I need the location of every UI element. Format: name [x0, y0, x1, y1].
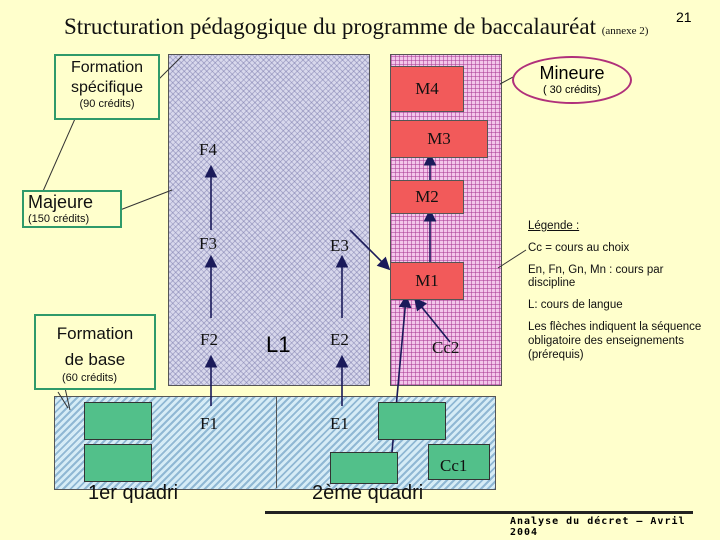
legend-title: Légende : [528, 220, 580, 232]
course-m3: M3 [390, 120, 488, 158]
callout-line-specifique-2 [40, 112, 78, 198]
course-cc2: Cc2 [432, 338, 460, 357]
label-first-quadri: 1er quadri [88, 482, 179, 504]
callout-line-legende [498, 250, 526, 268]
course-m1: M1 [390, 262, 464, 300]
callout-majeure [22, 190, 122, 228]
course-l1: L1 [266, 332, 291, 357]
legend-item-discipline: En, Fn, Gn, Mn : cours par discipline [528, 263, 664, 290]
course-e3: E3 [330, 236, 349, 255]
course-box-2 [84, 444, 152, 482]
legend-item-langue: L: cours de langue [528, 299, 623, 312]
callout-mineure-credits: ( 30 crédits) [542, 84, 602, 96]
callout-base-credits: (60 crédits) [62, 372, 118, 384]
label-second-quadri: 2ème quadri [312, 482, 424, 504]
arrow-e3-m1 [350, 230, 388, 268]
course-e1: E1 [330, 414, 349, 433]
course-m2: M2 [390, 180, 464, 214]
course-f2: F2 [200, 330, 218, 349]
page-title: Structuration pédagogique du programme de baccalauréat (annexe 2) [64, 14, 649, 39]
callout-specifique-line1: Formation [70, 59, 144, 76]
course-box-cc1-left [330, 452, 398, 484]
course-box-e-right [378, 402, 446, 440]
callout-mineure-name: Mineure [539, 63, 605, 83]
callout-line-majeure [120, 190, 172, 210]
callout-specifique-credits: (90 crédits) [79, 98, 135, 110]
callout-formation-base [34, 314, 156, 390]
course-box-1 [84, 402, 152, 440]
legend [528, 220, 710, 370]
callout-line-specifique-1 [158, 56, 182, 80]
course-e2: E2 [330, 330, 349, 349]
legend-item-fleches: Les flèches indiquent la séquence obligatoire des enseignements (prérequis) [528, 320, 702, 361]
course-f3: F3 [199, 234, 217, 253]
footer-text: Analyse du décret – Avril 2004 [510, 516, 686, 538]
page-number: 21 [676, 9, 692, 25]
course-m4: M4 [390, 66, 464, 112]
callout-mineure [512, 56, 632, 104]
course-cc1: Cc1 [440, 456, 468, 475]
callout-specifique-line2: spécifique [70, 79, 144, 96]
footer-rule [265, 511, 693, 514]
course-f1: F1 [200, 414, 218, 433]
legend-item-cc: Cc = cours au choix [528, 241, 630, 254]
callout-base-line1: Formation [56, 324, 134, 343]
title-note: (annexe 2) [601, 25, 649, 37]
course-f4: F4 [199, 140, 217, 159]
callout-formation-specifique [54, 54, 160, 120]
arrow-cc2-m1 [416, 300, 450, 342]
callout-majeure-credits: (150 crédits) [28, 213, 90, 225]
callout-base-line2: de base [64, 350, 126, 369]
callout-majeure-name: Majeure [28, 192, 94, 212]
